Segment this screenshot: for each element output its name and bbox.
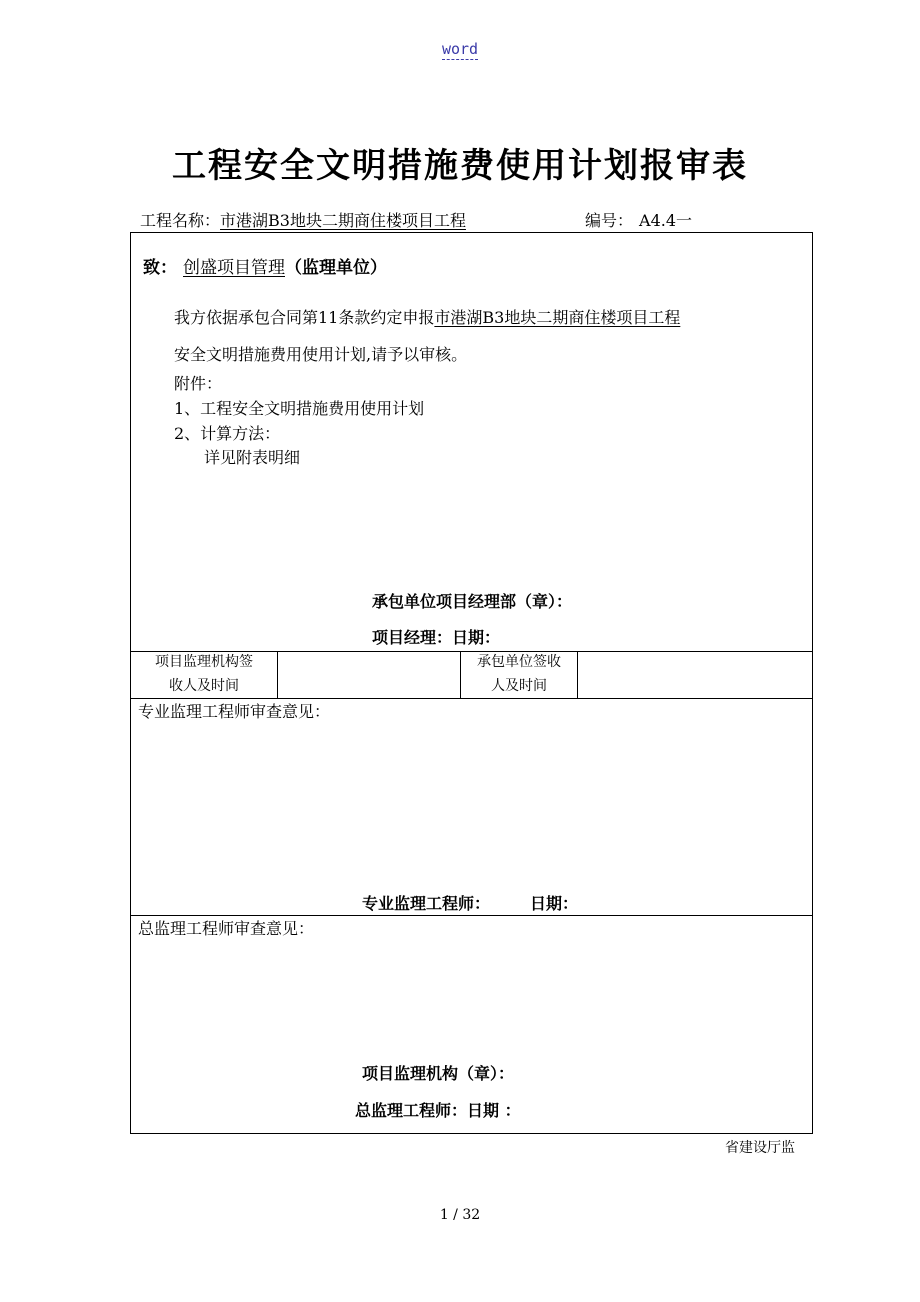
attachment-2-detail: 详见附表明细 [204,448,301,467]
project-name: 市港湖B3地块二期商住楼项目工程 [220,211,466,230]
header-word-link[interactable] [0,40,920,58]
specialist-date: 日期： [530,894,579,913]
divider-section3 [130,915,813,916]
project-name-line [140,208,466,231]
body-line-1-project: 市港湖B3地块二期商住楼项目工程 [434,308,681,327]
supervisor-unit-suffix: （监理单位） [285,258,387,278]
supervisor-receipt-label [131,649,277,699]
issuer-note: 省建设厅监 [725,1140,795,1156]
page-number: 1 / 32 [439,1207,481,1223]
contractor-receipt-label-line2: 人及时间 [491,678,547,694]
body-line-1-prefix: 我方依据承包合同第11条款约定申报 [174,308,435,327]
contractor-seal-line: 承包单位项目经理部（章）： [372,592,573,611]
specialist-review-area[interactable] [140,722,800,887]
contractor-receipt-label-line1: 承包单位签收 [477,654,561,670]
number-label: 编号： [585,211,634,230]
header-word-text[interactable]: word [441,40,479,58]
chief-review-area[interactable] [140,940,800,1060]
specialist-engineer-sign: 专业监理工程师： [362,894,491,913]
number-value: A4.4一 [639,211,693,230]
supervisor-unit-name: 创盛项目管理 [183,258,285,278]
addressee-line [143,258,387,278]
attachments-label: 附件： [174,374,223,393]
contractor-receipt-value[interactable] [578,652,812,698]
form-number-line [585,208,692,231]
specialist-review-label: 专业监理工程师审查意见： [138,702,331,721]
project-manager-date-line: 项目经理：日期： [372,628,501,647]
supervisor-receipt-value[interactable] [278,652,460,698]
body-line-1 [174,308,680,328]
project-label: 工程名称： [140,211,221,230]
supervision-org-seal: 项目监理机构（章）： [362,1064,515,1083]
contractor-receipt-label [461,649,577,699]
supervisor-receipt-label-line1: 项目监理机构签 [155,654,253,670]
to-label: 致： [143,258,177,278]
attachment-1: 1、工程安全文明措施费用使用计划 [174,399,425,418]
supervisor-receipt-label-line2: 收人及时间 [169,678,239,694]
attachment-2: 2、计算方法： [174,424,281,443]
chief-engineer-date-line: 总监理工程师：日期 ： [355,1101,521,1120]
body-line-2: 安全文明措施费用使用计划,请予以审核。 [174,345,468,364]
chief-review-label: 总监理工程师审查意见： [138,919,315,938]
page-title: 工程安全文明措施费使用计划报审表 [172,146,748,186]
